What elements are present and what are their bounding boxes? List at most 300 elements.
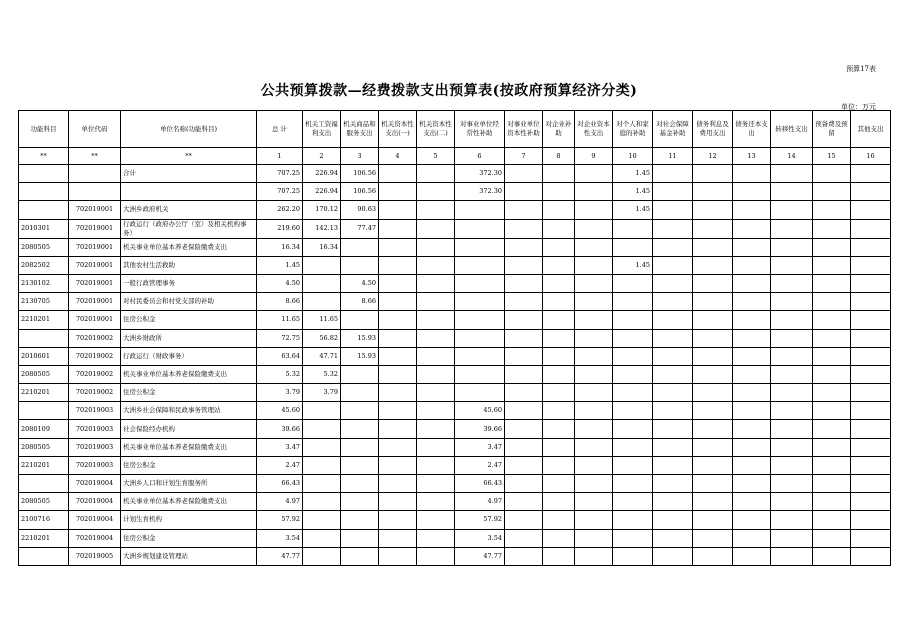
amount-cell: 45.60 (455, 402, 505, 420)
amount-cell (543, 493, 575, 511)
amount-cell (341, 529, 379, 547)
amount-cell (417, 365, 455, 383)
unit-code-cell: 702019004 (69, 475, 121, 493)
amount-cell (653, 456, 693, 474)
amount-cell (771, 456, 813, 474)
amount-cell (613, 293, 653, 311)
amount-cell (613, 493, 653, 511)
amount-cell (379, 311, 417, 329)
function-code-cell: 2080505 (19, 365, 69, 383)
amount-cell (813, 293, 851, 311)
amount-cell (693, 329, 733, 347)
amount-cell: 4.50 (257, 274, 303, 292)
unit-name-cell: 大洲乡人口和计划生育服务所 (121, 475, 257, 493)
amount-cell (303, 493, 341, 511)
amount-cell (653, 347, 693, 365)
amount-cell (575, 219, 613, 238)
amount-cell (379, 347, 417, 365)
amount-cell (813, 347, 851, 365)
amount-cell (813, 438, 851, 456)
amount-cell (417, 529, 455, 547)
amount-cell (813, 311, 851, 329)
amount-cell (813, 493, 851, 511)
amount-cell (417, 547, 455, 565)
amount-cell (813, 547, 851, 565)
amount-cell (575, 183, 613, 201)
amount-cell (693, 420, 733, 438)
page-title: 公共预算拨款—经费拨款支出预算表(按政府预算经济分类) (260, 83, 638, 99)
function-code-cell: 2210201 (19, 456, 69, 474)
unit-code-cell: 702019001 (69, 293, 121, 311)
unit-name-cell: 行政运行（财政事务） (121, 347, 257, 365)
amount-cell (575, 293, 613, 311)
column-header: 总 计 (257, 111, 303, 148)
amount-cell (813, 274, 851, 292)
amount-cell (653, 329, 693, 347)
amount-cell (693, 475, 733, 493)
amount-cell (813, 201, 851, 219)
function-code-cell: 2080505 (19, 438, 69, 456)
column-index: 7 (505, 148, 543, 165)
unit-name-cell: 住房公积金 (121, 384, 257, 402)
amount-cell (733, 456, 771, 474)
table-row (19, 238, 891, 256)
unit-name-cell: 住房公积金 (121, 529, 257, 547)
amount-cell (771, 420, 813, 438)
amount-cell (813, 329, 851, 347)
amount-cell (379, 238, 417, 256)
amount-cell (693, 165, 733, 183)
amount-cell (693, 511, 733, 529)
amount-cell (379, 456, 417, 474)
table-row (19, 402, 891, 420)
amount-cell (771, 329, 813, 347)
amount-cell: 16.34 (303, 238, 341, 256)
amount-cell: 1.45 (613, 165, 653, 183)
amount-cell (417, 274, 455, 292)
amount-cell: 106.56 (341, 165, 379, 183)
amount-cell (851, 274, 891, 292)
amount-cell (505, 420, 543, 438)
unit-name-cell: 住房公积金 (121, 456, 257, 474)
amount-cell (693, 201, 733, 219)
amount-cell (851, 201, 891, 219)
amount-cell (653, 293, 693, 311)
amount-cell: 39.66 (455, 420, 505, 438)
column-header: 对事业单位资本性补助 (505, 111, 543, 148)
amount-cell (543, 201, 575, 219)
column-index: 4 (379, 148, 417, 165)
table-row (19, 420, 891, 438)
amount-cell: 226.94 (303, 183, 341, 201)
column-index: 12 (693, 148, 733, 165)
amount-cell: 372.30 (455, 165, 505, 183)
unit-name-cell (121, 183, 257, 201)
amount-cell (417, 293, 455, 311)
unit-name-cell: 合计 (121, 165, 257, 183)
amount-cell (379, 493, 417, 511)
amount-cell (543, 274, 575, 292)
unit-code-cell: 702019002 (69, 365, 121, 383)
amount-cell (771, 347, 813, 365)
amount-cell (851, 420, 891, 438)
amount-cell (455, 293, 505, 311)
function-code-cell: 2210201 (19, 384, 69, 402)
amount-cell (379, 256, 417, 274)
amount-cell (613, 529, 653, 547)
amount-cell (303, 547, 341, 565)
amount-cell: 56.82 (303, 329, 341, 347)
unit-code-cell: 702019001 (69, 311, 121, 329)
amount-cell: 226.94 (303, 165, 341, 183)
amount-cell (813, 165, 851, 183)
amount-cell: 262.20 (257, 201, 303, 219)
amount-cell (733, 238, 771, 256)
amount-cell (575, 238, 613, 256)
amount-cell (575, 347, 613, 365)
amount-cell (653, 402, 693, 420)
unit-name-cell: 机关事业单位基本养老保险缴费支出 (121, 438, 257, 456)
amount-cell (693, 347, 733, 365)
amount-cell (693, 274, 733, 292)
amount-cell (733, 183, 771, 201)
unit-code-cell (69, 165, 121, 183)
amount-cell (733, 274, 771, 292)
amount-cell (505, 384, 543, 402)
table-row (19, 311, 891, 329)
amount-cell (455, 238, 505, 256)
amount-cell (653, 384, 693, 402)
amount-cell: 106.56 (341, 183, 379, 201)
amount-cell (505, 329, 543, 347)
amount-cell (771, 311, 813, 329)
amount-cell (653, 547, 693, 565)
amount-cell (455, 256, 505, 274)
amount-cell: 45.60 (257, 402, 303, 420)
amount-cell (575, 547, 613, 565)
amount-cell (379, 529, 417, 547)
amount-cell: 1.45 (613, 183, 653, 201)
amount-cell (693, 311, 733, 329)
amount-cell (771, 165, 813, 183)
amount-cell: 1.45 (257, 256, 303, 274)
amount-cell: 57.92 (455, 511, 505, 529)
amount-cell (505, 511, 543, 529)
amount-cell: 5.32 (257, 365, 303, 383)
amount-cell (341, 438, 379, 456)
amount-cell (341, 493, 379, 511)
amount-cell (613, 511, 653, 529)
amount-cell (543, 438, 575, 456)
amount-cell (543, 219, 575, 238)
amount-cell (851, 529, 891, 547)
table-row (19, 438, 891, 456)
column-index: 13 (733, 148, 771, 165)
amount-cell (771, 238, 813, 256)
amount-cell (733, 329, 771, 347)
amount-cell (771, 438, 813, 456)
column-index: ** (69, 148, 121, 165)
amount-cell (733, 311, 771, 329)
amount-cell (505, 475, 543, 493)
unit-code-cell: 702019004 (69, 493, 121, 511)
amount-cell: 707.25 (257, 183, 303, 201)
amount-cell (417, 219, 455, 238)
amount-cell (771, 384, 813, 402)
amount-cell (733, 384, 771, 402)
amount-cell (303, 456, 341, 474)
amount-cell (613, 420, 653, 438)
amount-cell (543, 238, 575, 256)
amount-cell (575, 201, 613, 219)
table-row (19, 493, 891, 511)
column-index: 5 (417, 148, 455, 165)
amount-cell (733, 493, 771, 511)
column-index: 2 (303, 148, 341, 165)
column-index: 3 (341, 148, 379, 165)
amount-cell (543, 183, 575, 201)
amount-cell (417, 256, 455, 274)
amount-cell (379, 274, 417, 292)
amount-cell (613, 311, 653, 329)
amount-cell (379, 547, 417, 565)
amount-cell (455, 365, 505, 383)
amount-cell (851, 493, 891, 511)
amount-cell (543, 165, 575, 183)
amount-cell (417, 201, 455, 219)
unit-name-cell: 其他农村生活救助 (121, 256, 257, 274)
amount-cell (733, 256, 771, 274)
amount-cell (771, 529, 813, 547)
amount-cell: 66.43 (257, 475, 303, 493)
amount-cell (851, 165, 891, 183)
function-code-cell: 2080505 (19, 238, 69, 256)
amount-cell (379, 384, 417, 402)
amount-cell (693, 529, 733, 547)
amount-cell: 77.47 (341, 219, 379, 238)
table-row (19, 329, 891, 347)
amount-cell: 3.79 (303, 384, 341, 402)
column-index: 16 (851, 148, 891, 165)
amount-cell: 15.93 (341, 329, 379, 347)
amount-cell: 11.65 (257, 311, 303, 329)
amount-cell (653, 256, 693, 274)
amount-cell (575, 311, 613, 329)
amount-cell (733, 347, 771, 365)
function-code-cell: 2130705 (19, 293, 69, 311)
amount-cell (851, 438, 891, 456)
amount-cell: 16.34 (257, 238, 303, 256)
amount-cell (613, 384, 653, 402)
unit-code-cell: 702019001 (69, 238, 121, 256)
function-code-cell (19, 402, 69, 420)
amount-cell (341, 420, 379, 438)
amount-cell: 66.43 (455, 475, 505, 493)
amount-cell (379, 219, 417, 238)
amount-cell (733, 475, 771, 493)
amount-cell (813, 475, 851, 493)
amount-cell (851, 384, 891, 402)
unit-name-cell: 大洲乡政府机关 (121, 201, 257, 219)
amount-cell (303, 420, 341, 438)
amount-cell (379, 420, 417, 438)
amount-cell (417, 420, 455, 438)
amount-cell (417, 402, 455, 420)
unit-code-cell: 702019003 (69, 456, 121, 474)
unit-code-cell: 702019004 (69, 529, 121, 547)
amount-cell (613, 347, 653, 365)
unit-name-cell: 行政运行（政府办公厅（室）及相关机构事务） (121, 219, 257, 238)
column-header: 对企业资本性支出 (575, 111, 613, 148)
table-row (19, 365, 891, 383)
table-row (19, 384, 891, 402)
amount-cell (851, 238, 891, 256)
unit-name-cell: 大洲乡社会保障和民政事务管理站 (121, 402, 257, 420)
amount-cell (653, 274, 693, 292)
amount-cell (613, 475, 653, 493)
amount-cell (653, 365, 693, 383)
function-code-cell: 2080505 (19, 493, 69, 511)
amount-cell (613, 329, 653, 347)
amount-cell (455, 274, 505, 292)
amount-cell (417, 165, 455, 183)
unit-label: 单位：万元 (841, 103, 876, 111)
amount-cell: 4.97 (257, 493, 303, 511)
amount-cell (851, 475, 891, 493)
amount-cell (813, 420, 851, 438)
amount-cell (341, 511, 379, 529)
amount-cell: 47.71 (303, 347, 341, 365)
amount-cell (575, 274, 613, 292)
amount-cell (543, 329, 575, 347)
amount-cell (653, 438, 693, 456)
amount-cell (505, 547, 543, 565)
unit-code-cell (69, 183, 121, 201)
function-code-cell (19, 201, 69, 219)
amount-cell (771, 547, 813, 565)
amount-cell (693, 456, 733, 474)
amount-cell (575, 456, 613, 474)
amount-cell (851, 293, 891, 311)
unit-name-cell: 机关事业单位基本养老保险缴费支出 (121, 238, 257, 256)
function-code-cell (19, 329, 69, 347)
column-index: 6 (455, 148, 505, 165)
amount-cell: 1.45 (613, 201, 653, 219)
unit-code-cell: 702019001 (69, 219, 121, 238)
column-header: 转移性支出 (771, 111, 813, 148)
unit-name-cell: 大洲乡规划建设管理站 (121, 547, 257, 565)
amount-cell (575, 365, 613, 383)
amount-cell (303, 511, 341, 529)
amount-cell (379, 183, 417, 201)
amount-cell: 3.54 (257, 529, 303, 547)
table-row (19, 183, 891, 201)
amount-cell (417, 311, 455, 329)
function-code-cell (19, 547, 69, 565)
amount-cell (303, 529, 341, 547)
amount-cell (653, 238, 693, 256)
amount-cell: 5.32 (303, 365, 341, 383)
amount-cell (693, 493, 733, 511)
amount-cell (543, 420, 575, 438)
column-index: 11 (653, 148, 693, 165)
amount-cell (575, 493, 613, 511)
amount-cell (417, 347, 455, 365)
amount-cell: 47.77 (257, 547, 303, 565)
amount-cell (733, 420, 771, 438)
amount-cell (379, 511, 417, 529)
amount-cell (653, 219, 693, 238)
function-code-cell (19, 183, 69, 201)
amount-cell (505, 402, 543, 420)
unit-code-cell: 702019004 (69, 511, 121, 529)
amount-cell (543, 547, 575, 565)
amount-cell (575, 329, 613, 347)
amount-cell (813, 511, 851, 529)
column-index: ** (19, 148, 69, 165)
amount-cell (613, 456, 653, 474)
table-row (19, 165, 891, 183)
amount-cell (505, 201, 543, 219)
amount-cell (693, 183, 733, 201)
amount-cell (505, 219, 543, 238)
amount-cell: 372.30 (455, 183, 505, 201)
amount-cell: 39.66 (257, 420, 303, 438)
amount-cell (771, 402, 813, 420)
amount-cell: 142.13 (303, 219, 341, 238)
amount-cell (771, 475, 813, 493)
amount-cell (851, 511, 891, 529)
amount-cell (693, 438, 733, 456)
amount-cell: 219.60 (257, 219, 303, 238)
table-row (19, 529, 891, 547)
column-header: 单位代码 (69, 111, 121, 148)
amount-cell (505, 293, 543, 311)
amount-cell (813, 384, 851, 402)
amount-cell: 8.66 (257, 293, 303, 311)
amount-cell (543, 456, 575, 474)
amount-cell (693, 402, 733, 420)
amount-cell: 170.12 (303, 201, 341, 219)
amount-cell (543, 529, 575, 547)
amount-cell (771, 256, 813, 274)
amount-cell (341, 311, 379, 329)
amount-cell (851, 183, 891, 201)
unit-name-cell: 机关事业单位基本养老保险缴费支出 (121, 493, 257, 511)
amount-cell (575, 438, 613, 456)
amount-cell (613, 438, 653, 456)
unit-code-cell: 702019001 (69, 201, 121, 219)
column-header: 机关资本性支出(二) (417, 111, 455, 148)
amount-cell (455, 347, 505, 365)
amount-cell (455, 311, 505, 329)
amount-cell (455, 219, 505, 238)
amount-cell (771, 219, 813, 238)
amount-cell (771, 274, 813, 292)
amount-cell (613, 365, 653, 383)
amount-cell (303, 293, 341, 311)
amount-cell (813, 456, 851, 474)
function-code-cell: 2210201 (19, 529, 69, 547)
amount-cell (575, 402, 613, 420)
unit-code-cell: 702019003 (69, 402, 121, 420)
unit-code-cell: 702019001 (69, 256, 121, 274)
column-header: 对企业补助 (543, 111, 575, 148)
amount-cell (575, 511, 613, 529)
amount-cell (771, 365, 813, 383)
amount-cell (653, 511, 693, 529)
amount-cell (733, 219, 771, 238)
